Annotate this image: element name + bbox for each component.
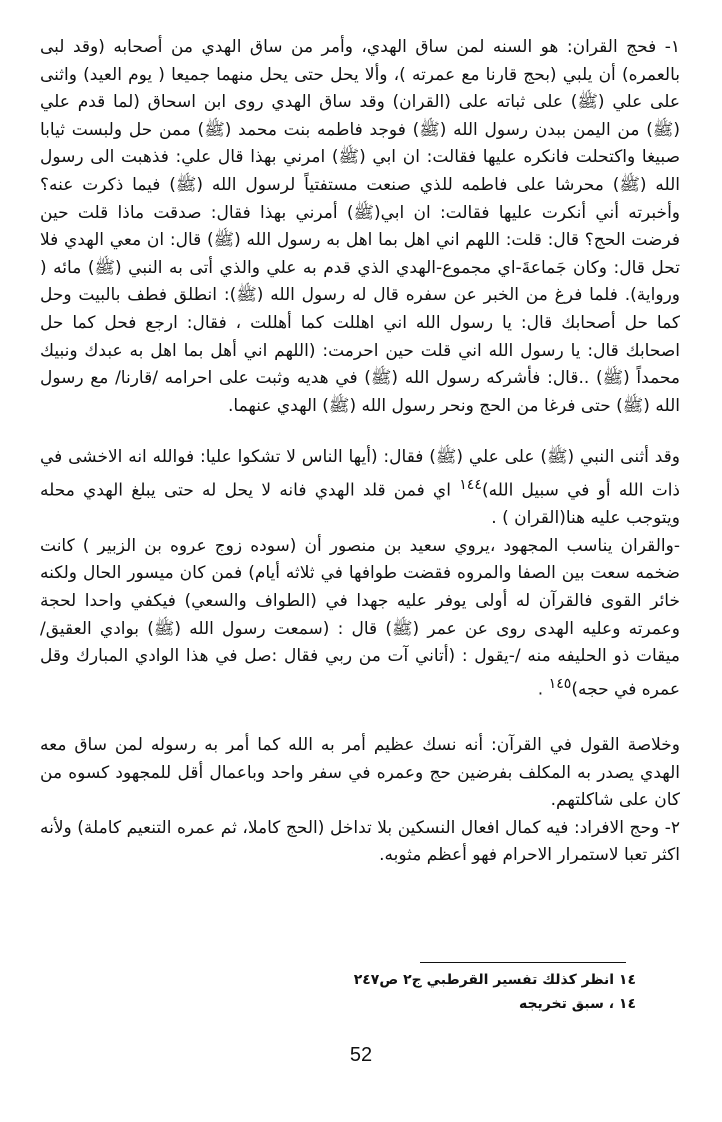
paragraph-2-text-a: وقد أثنى النبي (ﷺ) على علي (ﷺ) فقال: (أيها الناس لا تشكوا عليا: فوالله انه الاخشى في ذات الله أو في سبيل الله) (40, 447, 680, 501)
footnote-separator (420, 962, 626, 963)
paragraph-4: وخلاصة القول في القرآن: أنه نسك عظيم أمر به الله كما أمر به رسوله لمن ساق معه الهدي يصدر به المكلف بفرضين حج وعمره في سفر واحد وباعمال أقل للمجهود كسوه من كان على شاكلتهم. (40, 734, 680, 811)
footnotes (336, 968, 636, 1016)
paragraph-2 (40, 444, 680, 532)
paragraph-3-text-b: . (537, 679, 549, 700)
page-number: 52 (349, 1044, 373, 1066)
footnote-145: ١٤ ، سبق تخريجه (518, 996, 636, 1012)
footnote-reference-144: ١٤٤ (459, 476, 483, 493)
paragraph-3 (40, 533, 680, 704)
paragraph-2-text-b: اي فمن قلد الهدي فانه لا يحل له حتى يبلغ الهدي محله ويتوجب عليه هنا(القران ) . (40, 480, 680, 529)
paragraph-item-2: ٢- وحج الافراد: فيه كمال افعال النسكين بلا تداخل (الحج كاملا، ثم عمره التنعيم كاملة) ولأنه اكثر تعبا لاستمرار الاحرام فهو أعظم مثوبه. (40, 817, 680, 866)
paragraph-item-1: ١- فحج القران: هو السنه لمن ساق الهدي، وأمر من ساق الهدي من أصحابه (وقد لبى بالعمره) أن يلبي (بحج قارنا مع عمرته )، وألا يحل حتى يحل منهما جميعا ( يوم العيد) واثنى على علي (ﷺ) على ثباته على (القران) وقد ساق الهدي روى ابن اسحاق (لما قدم علي (ﷺ) من اليمن ببدن رسول الله (ﷺ) فوجد فاطمه بنت محمد (ﷺ) ممن حل ولبست ثيابا صبيغا واكتحلت فانكره عليها فقالت: ان ابي (ﷺ) امرني بهذا قال علي: فذهبت الى رسول الله (ﷺ) محرشا على فاطمه للذي صنعت مستفتياً لرسول الله (ﷺ) فيما ذكرت عنه؟ وأخبرته أني أنكرت عليها فقالت: ان ابي(ﷺ) أمرني بهذا فقال: صدقت ماذا قلت حين فرضت الحج؟ قال: قلت: اللهم اني اهل بما اهل به رسول الله (ﷺ) قال: ان معي الهدي فلا تحل قال: وكان جَماعةَ-اي مجموع-الهدي الذي قدم به علي والذي أتى به النبي (ﷺ) مائه ( ورواية). فلما فرغ من الخبر عن سفره قال له رسول الله (ﷺ): انطلق فطف بالبيت وحل كما حل أصحابك قال: يا رسول الله اني اهللت كما أهللت ، فقال: ارجع فحل كما حل اصحابك قال: يا رسول الله اني قلت حين احرمت: (اللهم اني أهل بما اهل به عبدك ونبيك محمداً (ﷺ) ..قال: فأشركه رسول الله (ﷺ) في هديه وثبت على احرامه /قارنا/ مع رسول الله (ﷺ) حتى فرغا من الحج ونحر رسول الله (ﷺ) الهدي عنهما. (40, 37, 680, 416)
footnote-reference-145: ١٤٥ (548, 675, 572, 692)
main-text (40, 34, 680, 870)
footnote-144: ١٤ انظر كذلك تفسير القرطبي ج٢ ص٢٤٧ (353, 972, 636, 988)
paragraph-3-text-a: -والقران يناسب المجهود ،يروي سعيد بن منصور أن (سوده زوج عروه بن الزبير ) كانت ضخمه سعت بين الصفا والمروه فقضت طوافها في ثلاثه أيام) فمن كان ميسور الحال ولكنه خائر القوى فالقرآن له أولى يوفر عليه جهدا في (الطواف والسعي) فيكفي واحدا لحجة وعمرته وعليه الهدى روى عن عمر (ﷺ) قال : (سمعت رسول الله (ﷺ) بوادي العقيق/ميقات ذو الحليفه منه /-يقول : (أتاني آت من ربي فقال :صل في هذا الوادي المبارك وقل عمره في حجه) (40, 535, 680, 700)
